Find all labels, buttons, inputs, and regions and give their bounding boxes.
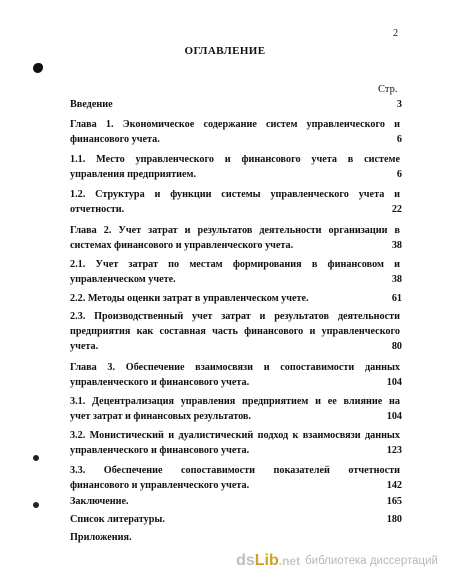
page-title: ОГЛАВЛЕНИЕ: [184, 45, 266, 57]
watermark-logo: dsLib.net: [236, 552, 301, 569]
toc-entry-text: 2.2. Методы оценки затрат в управленческом учете.: [70, 293, 309, 304]
toc-entry-page: 6: [396, 169, 402, 180]
toc-entry-text: Приложения.: [70, 532, 132, 543]
toc-entry: [70, 223, 400, 253]
toc-entry-text: учет затрат и финансовых результатов.: [70, 411, 251, 422]
toc-entry-page: 38: [391, 274, 402, 285]
toc-entry-text: учета.: [70, 341, 99, 352]
toc-entry-page: 3: [396, 99, 402, 110]
toc-entry: [70, 187, 400, 217]
toc-entry: [70, 428, 400, 458]
toc-entry-text: Заключение.: [70, 496, 129, 507]
toc-entry-text: Введение: [70, 99, 113, 110]
toc-entry: [70, 530, 400, 545]
watermark: [236, 552, 438, 570]
toc-entry-page: 180: [386, 514, 402, 525]
toc-entry: [70, 257, 400, 287]
toc-entry: [70, 360, 400, 390]
toc-entry-text: управленческого и финансового учета.: [70, 445, 250, 456]
ink-blot-icon: [33, 63, 43, 73]
toc-entry-page: 142: [386, 480, 402, 491]
toc-entry: [70, 394, 400, 424]
toc-entry-text: 1.2. Структура и функции системы управленческого учета и: [70, 189, 400, 200]
toc-entry: [70, 309, 400, 354]
toc-entry-text: управленческом учете.: [70, 274, 176, 285]
toc-entry: [70, 463, 400, 493]
scan-dot-icon: [33, 502, 39, 508]
page-column-header: Стр.: [378, 84, 398, 95]
toc-entry-text: системах финансового и управленческого учета.: [70, 240, 294, 251]
toc-entry-page: 38: [391, 240, 402, 251]
toc-entry-text: отчетности.: [70, 204, 125, 215]
toc-entry: [70, 97, 400, 112]
toc-entry-text: финансового и управленческого учета.: [70, 480, 250, 491]
toc-entry-text: 2.1. Учет затрат по местам формирования в финансовом и: [70, 259, 400, 270]
toc-entry-text: управленческого и финансового учета.: [70, 377, 250, 388]
toc-entry-text: 3.3. Обеспечение сопоставимости показателей отчетности: [70, 465, 400, 476]
toc-entry-text: Список литературы.: [70, 514, 165, 525]
toc-entry-text: 1.1. Место управленческого и финансового учета в системе: [70, 154, 400, 165]
toc-entry-text: Глава 2. Учет затрат и результатов деятельности организации в: [70, 225, 400, 236]
toc-entry-text: финансового учета.: [70, 134, 160, 145]
toc-entry: [70, 152, 400, 182]
toc-entry: [70, 291, 400, 306]
toc-entry-page: 61: [391, 293, 402, 304]
toc-entry-text: 3.2. Монистический и дуалистический подход к взаимосвязи данных: [70, 430, 400, 441]
watermark-text: библиотека диссертаций: [305, 555, 438, 567]
toc-entry-page: 22: [391, 204, 402, 215]
toc-entry-text: Глава 3. Обеспечение взаимосвязи и сопоставимости данных: [70, 362, 400, 373]
toc-entry-text: предприятия как составная часть финансового и управленческого: [70, 326, 400, 337]
toc-entry-page: 123: [386, 445, 402, 456]
toc-entry: [70, 512, 400, 527]
toc-entry-page: 165: [386, 496, 402, 507]
toc-entry-text: управления предприятием.: [70, 169, 197, 180]
toc-entry-text: 2.3. Производственный учет затрат и результатов деятельности: [70, 311, 400, 322]
page-number: 2: [393, 28, 398, 39]
toc-entry-text: 3.1. Децентрализация управления предприятием и ее влияние на: [70, 396, 400, 407]
toc-entry-page: 6: [396, 134, 402, 145]
toc-entry-text: Глава 1. Экономическое содержание систем управленческого и: [70, 119, 400, 130]
toc-entry-page: 104: [386, 411, 402, 422]
scan-dot-icon: [33, 455, 39, 461]
toc-entry-page: 104: [386, 377, 402, 388]
toc-entry: [70, 494, 400, 509]
toc-entry: [70, 117, 400, 147]
toc-entry-page: 80: [391, 341, 402, 352]
